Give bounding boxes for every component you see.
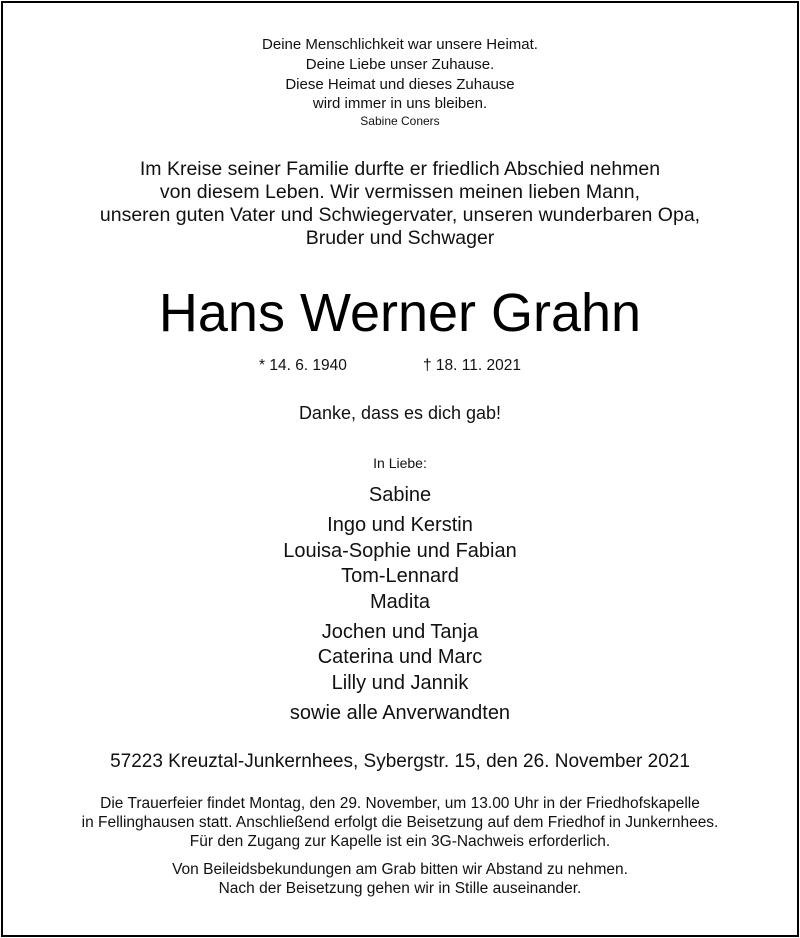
family-member: Lilly und Jannik xyxy=(331,672,469,694)
info-line: Nach der Beisetzung gehen wir in Stille auseinander. xyxy=(218,880,582,897)
intro-line: Im Kreise seiner Familie durfte er friedlich Abschied nehmen xyxy=(139,158,661,180)
family-member: Sabine xyxy=(368,484,432,506)
poem-author: Sabine Coners xyxy=(360,114,440,128)
address-line: 57223 Kreuztal-Junkernhees, Sybergstr. 15, den 26. November 2021 xyxy=(110,751,690,772)
intro-line: unseren guten Vater und Schwiegervater, unseren wunderbaren Opa, xyxy=(99,204,701,226)
family-member: Jochen und Tanja xyxy=(321,621,479,643)
thanks-line: Danke, dass es dich gab! xyxy=(298,403,502,423)
info-line: in Fellinghausen statt. Anschließend erfolgt die Beisetzung auf dem Friedhof in Junkernhees. xyxy=(81,814,719,831)
birth-date: * 14. 6. 1940 xyxy=(259,357,347,374)
family-member: Tom-Lennard xyxy=(341,565,459,587)
family-member: Caterina und Marc xyxy=(317,646,483,668)
obituary-frame xyxy=(1,1,799,937)
family-member: Ingo und Kerstin xyxy=(327,514,473,536)
poem-line: Diese Heimat und dieses Zuhause xyxy=(285,76,515,93)
intro-line: von diesem Leben. Wir vermissen meinen lieben Mann, xyxy=(159,181,641,203)
family-closing: sowie alle Anverwandten xyxy=(289,702,511,724)
family-member: Louisa-Sophie und Fabian xyxy=(283,540,517,562)
info-line: Von Beileidsbekundungen am Grab bitten wir Abstand zu nehmen. xyxy=(172,861,628,878)
death-date: † 18. 11. 2021 xyxy=(423,357,521,374)
family-member: Madita xyxy=(369,591,431,613)
poem-line: Deine Liebe unser Zuhause. xyxy=(305,56,495,73)
poem-line: wird immer in uns bleiben. xyxy=(312,95,488,112)
in-love-label: In Liebe: xyxy=(373,455,427,471)
info-line: Für den Zugang zur Kapelle ist ein 3G-Nachweis erforderlich. xyxy=(189,833,611,850)
info-line: Die Trauerfeier findet Montag, den 29. November, um 13.00 Uhr in der Friedhofskapelle xyxy=(100,795,700,812)
deceased-name: Hans Werner Grahn xyxy=(158,283,642,343)
poem-line: Deine Menschlichkeit war unsere Heimat. xyxy=(262,36,538,53)
intro-line: Bruder und Schwager xyxy=(305,227,495,249)
